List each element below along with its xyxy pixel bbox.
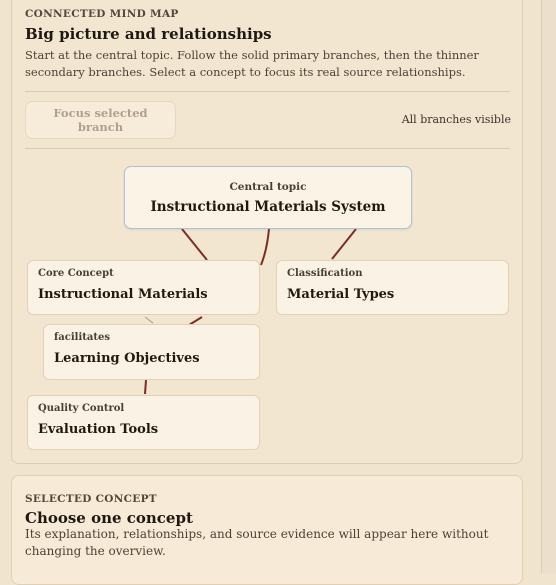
node-instructional-materials[interactable] [27, 260, 260, 315]
node-title: Learning Objectives [54, 351, 200, 366]
section-eyebrow: SELECTED CONCEPT [25, 493, 157, 505]
scrollbar-track[interactable] [541, 0, 556, 573]
node-title: Instructional Materials [38, 287, 208, 302]
node-evaluation-tools[interactable] [27, 395, 260, 450]
section-title: Choose one concept [25, 509, 193, 527]
node-central-topic[interactable] [124, 166, 412, 229]
node-title: Evaluation Tools [38, 422, 159, 437]
branch-central-to-core-secondary [261, 229, 269, 265]
node-learning-objectives[interactable] [43, 324, 260, 380]
branch-central-to-core [182, 229, 207, 260]
node-material-types[interactable] [276, 260, 509, 315]
node-kicker: Central topic [229, 181, 307, 193]
node-title: Material Types [287, 287, 395, 302]
selected-concept-panel [11, 475, 523, 585]
branch-objectives-to-evaluation [145, 380, 146, 394]
branch-core-to-objectives-secondary [145, 317, 153, 323]
section-title: Big picture and relationships [25, 25, 272, 43]
branch-status-text: All branches visible [401, 113, 511, 126]
section-eyebrow: CONNECTED MIND MAP [25, 8, 179, 20]
section-description: Its explanation, relationships, and source evidence will appear here without changing the overview. [25, 527, 489, 558]
branch-central-to-classification [332, 229, 356, 259]
node-kicker: Quality Control [38, 403, 125, 414]
node-kicker: facilitates [54, 332, 110, 343]
focus-selected-branch-button[interactable]: Focus selected branch [25, 101, 176, 139]
node-kicker: Classification [287, 268, 363, 279]
node-kicker: Core Concept [38, 268, 114, 279]
section-description: Start at the central topic. Follow the solid primary branches, then the thinner secondary branches. Select a concept to focus its real source relationships. [25, 48, 479, 79]
mind-map-panel [11, 0, 523, 464]
node-title: Instructional Materials System [150, 199, 386, 215]
